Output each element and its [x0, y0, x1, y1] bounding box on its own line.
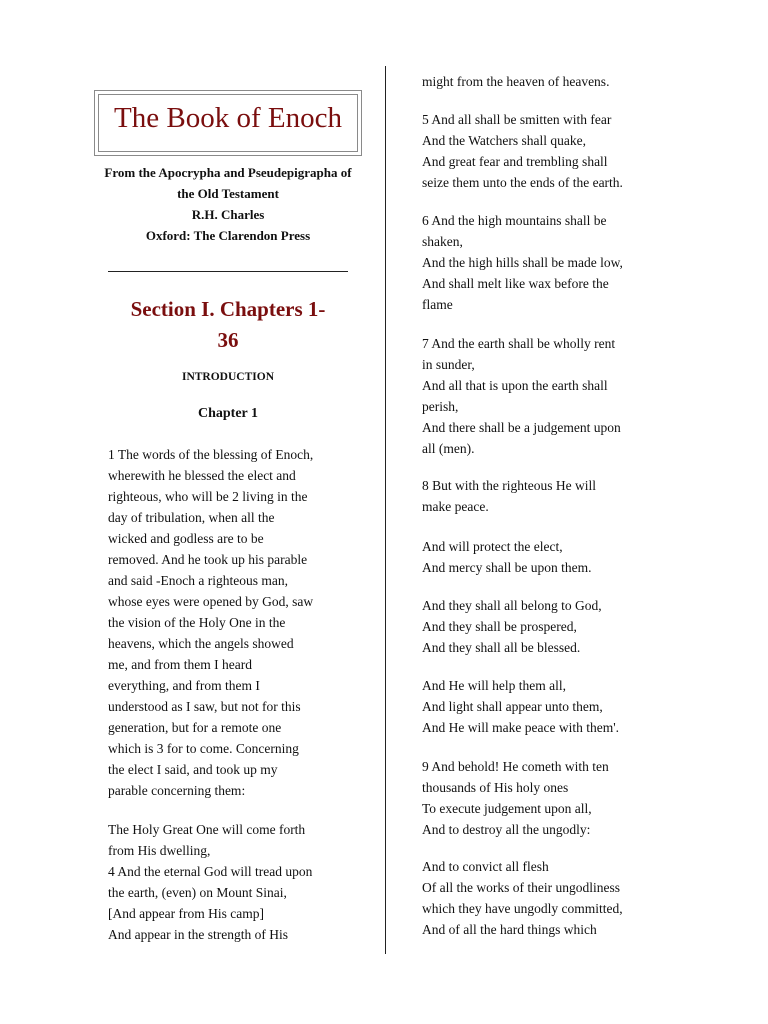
text-line: 4 And the eternal God will tread upon [108, 864, 313, 879]
text-line: in sunder, [422, 357, 475, 372]
text-line: And they shall be prospered, [422, 619, 577, 634]
horizontal-rule [108, 271, 348, 272]
subtitle-line: Oxford: The Clarendon Press [145, 228, 311, 243]
paragraph [422, 536, 672, 578]
text-line: the earth, (even) on Mount Sinai, [108, 885, 287, 900]
text-line: everything, and from them I [108, 678, 260, 693]
text-line: wherewith he blessed the elect and [108, 468, 296, 483]
text-line: And to destroy all the ungodly: [422, 822, 591, 837]
text-line: and said -Enoch a righteous man, [108, 573, 288, 588]
text-line: 8 But with the righteous He will [422, 478, 596, 493]
paragraph [108, 819, 358, 945]
subtitle-line: the Old Testament [177, 186, 279, 201]
text-line: 7 And the earth shall be wholly rent [422, 336, 616, 351]
text-line: And to convict all flesh [422, 859, 549, 874]
text-line: heavens, which the angels showed [108, 636, 294, 651]
text-line: understood as I saw, but not for this [108, 699, 301, 714]
text-line: The Holy Great One will come forth [108, 822, 306, 837]
subtitle-block [76, 162, 380, 246]
text-line: all (men). [422, 441, 475, 456]
text-line: parable concerning them: [108, 783, 246, 798]
chapter-heading: Chapter 1 [197, 406, 259, 421]
text-line: 9 And behold! He cometh with ten [422, 759, 609, 774]
text-line: day of tribulation, when all the [108, 510, 275, 525]
text-line: And they shall all belong to God, [422, 598, 602, 613]
text-line: flame [422, 297, 453, 312]
subtitle-line: From the Apocrypha and Pseudepigrapha of [104, 165, 352, 180]
text-line: [And appear from His camp] [108, 906, 264, 921]
text-line: And light shall appear unto them, [422, 699, 603, 714]
text-line: And all that is upon the earth shall [422, 378, 608, 393]
text-line: 5 And all shall be smitten with fear [422, 112, 612, 127]
text-line: Of all the works of their ungodliness [422, 880, 620, 895]
paragraph [422, 856, 672, 940]
text-line: from His dwelling, [108, 843, 211, 858]
paragraph [108, 444, 358, 801]
text-line: which they have ungodly committed, [422, 901, 623, 916]
paragraph [422, 71, 672, 92]
text-line: whose eyes were opened by God, saw [108, 594, 314, 609]
text-line: And He will help them all, [422, 678, 566, 693]
paragraph [422, 675, 672, 738]
section-heading-line: 36 [217, 328, 239, 352]
text-line: righteous, who will be 2 living in the [108, 489, 308, 504]
paragraph [422, 595, 672, 658]
text-line: And of all the hard things which [422, 922, 597, 937]
text-line: the elect I said, and took up my [108, 762, 278, 777]
paragraph [422, 109, 672, 193]
text-line: wicked and godless are to be [108, 531, 264, 546]
text-line: make peace. [422, 499, 489, 514]
paragraph [422, 756, 672, 840]
text-line: And mercy shall be upon them. [422, 560, 592, 575]
text-line: shaken, [422, 234, 463, 249]
section-heading-line: Section I. Chapters 1- [130, 297, 326, 321]
text-line: And the Watchers shall quake, [422, 133, 586, 148]
text-line: 6 And the high mountains shall be [422, 213, 607, 228]
text-line: removed. And he took up his parable [108, 552, 308, 567]
text-line: And they shall all be blessed. [422, 640, 581, 655]
column-divider [385, 66, 386, 954]
paragraph [422, 210, 672, 315]
paragraph [422, 475, 672, 517]
text-line: And there shall be a judgement upon [422, 420, 621, 435]
text-line: To execute judgement upon all, [422, 801, 592, 816]
text-line: generation, but for a remote one [108, 720, 282, 735]
title-frame [94, 90, 362, 156]
text-line: And great fear and trembling shall [422, 154, 608, 169]
text-line: seize them unto the ends of the earth. [422, 175, 623, 190]
book-title: The Book of Enoch [114, 102, 342, 134]
text-line: And will protect the elect, [422, 539, 563, 554]
text-line: And He will make peace with them'. [422, 720, 619, 735]
text-line: And the high hills shall be made low, [422, 255, 623, 270]
text-line: And shall melt like wax before the [422, 276, 609, 291]
subtitle-line: R.H. Charles [191, 207, 265, 222]
text-line: 1 The words of the blessing of Enoch, [108, 447, 314, 462]
text-line: me, and from them I heard [108, 657, 252, 672]
text-line: the vision of the Holy One in the [108, 615, 286, 630]
text-line: And appear in the strength of His [108, 927, 288, 942]
paragraph [422, 333, 672, 459]
text-line: thousands of His holy ones [422, 780, 569, 795]
text-line: perish, [422, 399, 459, 414]
section-heading [100, 294, 356, 356]
text-line: which is 3 for to come. Concerning [108, 741, 299, 756]
text-line: might from the heaven of heavens. [422, 74, 610, 89]
introduction-heading: INTRODUCTION [181, 371, 274, 383]
